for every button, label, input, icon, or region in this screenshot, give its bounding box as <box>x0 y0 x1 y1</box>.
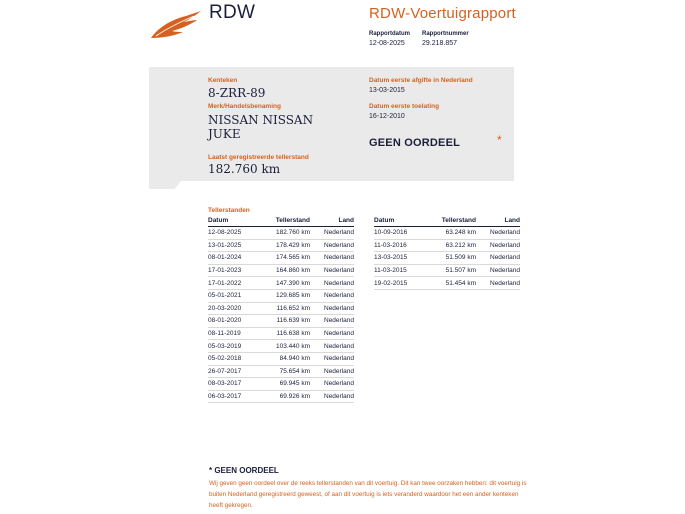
reading-km: 129.685 km <box>265 289 310 302</box>
reading-date: 19-02-2015 <box>374 277 431 290</box>
first-admission-value: 16-12-2010 <box>369 113 405 120</box>
reading-km: 63.248 km <box>431 227 476 240</box>
verdict-asterisk: * <box>497 133 502 147</box>
make-label: Merk/Handelsbenaming <box>208 103 281 110</box>
col-land-header: Land <box>476 216 520 227</box>
readings-table-left <box>208 216 354 403</box>
reading-km: 164.860 km <box>265 264 310 277</box>
col-date-header: Datum <box>208 216 265 227</box>
reading-land: Nederland <box>310 352 354 365</box>
table-row <box>374 277 520 290</box>
table-row <box>208 289 354 302</box>
table-row <box>208 239 354 252</box>
table-row <box>208 264 354 277</box>
panel-tab-decoration <box>149 181 181 189</box>
col-land-header: Land <box>310 216 354 227</box>
readings-table-right <box>374 216 520 290</box>
odometer-label: Laatst geregistreerde tellerstand <box>208 154 309 161</box>
reading-land: Nederland <box>476 277 520 290</box>
table-row <box>208 365 354 378</box>
table-row <box>208 390 354 403</box>
reading-date: 10-09-2016 <box>374 227 431 240</box>
verdict-value: GEEN OORDEEL <box>369 137 461 149</box>
reading-km: 69.926 km <box>265 390 310 403</box>
table-row <box>208 227 354 240</box>
first-nl-value: 13-03-2015 <box>369 87 405 94</box>
reading-km: 84.940 km <box>265 352 310 365</box>
plate-value: 8-ZRR-89 <box>208 86 266 100</box>
first-nl-label: Datum eerste afgifte in Nederland <box>369 77 473 84</box>
reading-km: 51.454 km <box>431 277 476 290</box>
reading-km: 116.639 km <box>265 315 310 328</box>
col-date-header: Datum <box>374 216 431 227</box>
model-value: JUKE <box>208 127 241 141</box>
reading-date: 20-03-2020 <box>208 302 265 315</box>
table-row <box>208 352 354 365</box>
table-row <box>374 227 520 240</box>
table-row <box>208 302 354 315</box>
reading-km: 63.212 km <box>431 239 476 252</box>
reading-date: 08-01-2020 <box>208 315 265 328</box>
reading-land: Nederland <box>310 252 354 265</box>
reading-date: 11-03-2016 <box>374 239 431 252</box>
reading-land: Nederland <box>310 315 354 328</box>
reading-km: 69.945 km <box>265 378 310 391</box>
table-row <box>208 327 354 340</box>
readings-section-title: Tellerstanden <box>208 207 250 214</box>
reading-date: 11-03-2015 <box>374 264 431 277</box>
reading-date: 08-01-2024 <box>208 252 265 265</box>
reading-land: Nederland <box>476 264 520 277</box>
reading-land: Nederland <box>310 365 354 378</box>
table-row <box>208 315 354 328</box>
vehicle-summary-panel <box>149 67 514 181</box>
reading-km: 75.654 km <box>265 365 310 378</box>
reading-land: Nederland <box>310 327 354 340</box>
reading-land: Nederland <box>310 239 354 252</box>
report-date: 12-08-2025 <box>369 40 405 47</box>
reading-land: Nederland <box>476 252 520 265</box>
report-date-label: Rapportdatum <box>369 31 410 37</box>
report-title: RDW-Voertuigrapport <box>369 5 516 22</box>
reading-land: Nederland <box>310 289 354 302</box>
reading-date: 06-03-2017 <box>208 390 265 403</box>
plate-label: Kenteken <box>208 77 238 84</box>
reading-date: 17-01-2023 <box>208 264 265 277</box>
odometer-value: 182.760 km <box>208 162 281 176</box>
reading-land: Nederland <box>476 239 520 252</box>
reading-date: 05-03-2019 <box>208 340 265 353</box>
reading-km: 116.652 km <box>265 302 310 315</box>
reading-land: Nederland <box>310 302 354 315</box>
reading-land: Nederland <box>310 378 354 391</box>
reading-date: 17-01-2022 <box>208 277 265 290</box>
reading-km: 103.440 km <box>265 340 310 353</box>
reading-date: 26-07-2017 <box>208 365 265 378</box>
footer-title: * GEEN OORDEEL <box>209 466 279 475</box>
col-km-header: Tellerstand <box>431 216 476 227</box>
table-row <box>374 239 520 252</box>
rdw-logo-icon <box>150 10 202 40</box>
reading-land: Nederland <box>310 227 354 240</box>
table-row <box>208 277 354 290</box>
reading-land: Nederland <box>476 227 520 240</box>
reading-date: 13-01-2025 <box>208 239 265 252</box>
reading-date: 12-08-2025 <box>208 227 265 240</box>
reading-date: 05-01-2021 <box>208 289 265 302</box>
reading-km: 116.638 km <box>265 327 310 340</box>
reading-km: 51.507 km <box>431 264 476 277</box>
footer-explanation: Wij geven geen oordeel over de reeks tellerstanden van dit voertuig. Dit kan twee oorzaken hebben: dit voertuig is buiten Nederland geregistreerd geweest, of aan dit voertuig is iets veranderd waardoor het een ander kenteken heeft gekregen. <box>209 480 527 509</box>
reading-land: Nederland <box>310 340 354 353</box>
make-value: NISSAN NISSAN <box>208 113 314 127</box>
table-row <box>374 264 520 277</box>
reading-date: 13-03-2015 <box>374 252 431 265</box>
reading-km: 182.760 km <box>265 227 310 240</box>
reading-km: 178.429 km <box>265 239 310 252</box>
table-row <box>208 252 354 265</box>
reading-date: 05-02-2018 <box>208 352 265 365</box>
reading-date: 08-11-2019 <box>208 327 265 340</box>
report-number-label: Rapportnummer <box>422 31 469 37</box>
table-row <box>374 252 520 265</box>
first-admission-label: Datum eerste toelating <box>369 103 440 110</box>
table-row <box>208 340 354 353</box>
table-row <box>208 378 354 391</box>
report-number: 29.218.857 <box>422 40 458 47</box>
reading-km: 174.565 km <box>265 252 310 265</box>
reading-date: 08-03-2017 <box>208 378 265 391</box>
reading-km: 147.390 km <box>265 277 310 290</box>
col-km-header: Tellerstand <box>265 216 310 227</box>
reading-land: Nederland <box>310 390 354 403</box>
brand-name: RDW <box>209 2 256 23</box>
reading-km: 51.509 km <box>431 252 476 265</box>
reading-land: Nederland <box>310 264 354 277</box>
reading-land: Nederland <box>310 277 354 290</box>
